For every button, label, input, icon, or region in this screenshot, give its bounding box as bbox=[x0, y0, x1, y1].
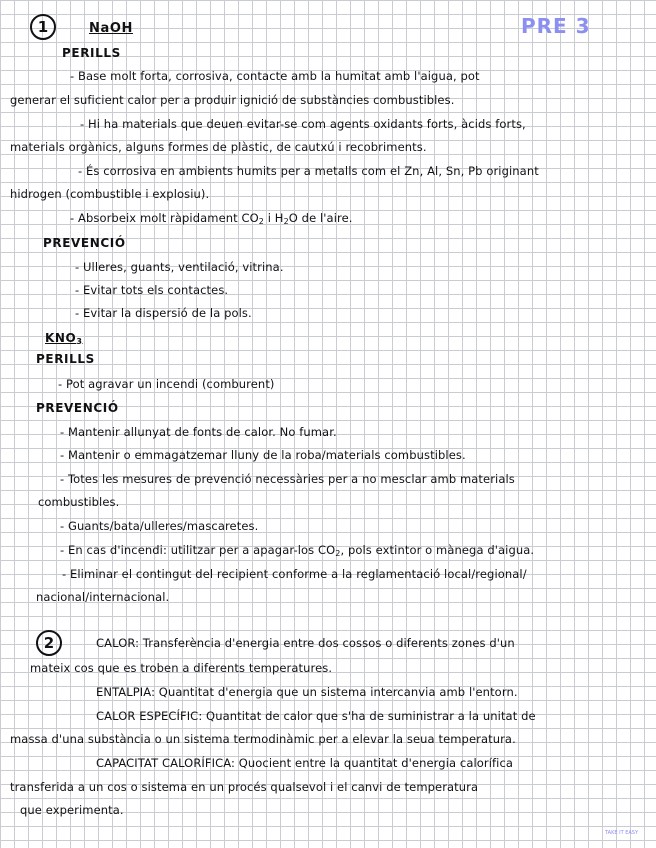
kno3-prevencio-title: PREVENCIÓ bbox=[36, 401, 119, 415]
naoh-perill-line: materials orgànics, alguns formes de plàstic, de cautxú i recobriments. bbox=[10, 140, 427, 154]
definition-capacitat-calorifica: CAPACITAT CALORÍFICA: Quocient entre la quantitat d'energia calorífica bbox=[96, 756, 514, 770]
section-1-number: 1 bbox=[30, 14, 56, 40]
kno3-eliminar-line: - Eliminar el contingut del recipient conforme a la reglamentació local/regional/ bbox=[62, 567, 527, 581]
definition-capacitat-calorifica-end: que experimenta. bbox=[20, 803, 124, 817]
definition-calor-especific: CALOR ESPECÍFIC: Quantitat de calor que s'ha de suministrar a la unitat de bbox=[96, 709, 536, 723]
kno3-prevencio-line: combustibles. bbox=[38, 495, 120, 509]
naoh-perill-line: - Base molt forta, corrosiva, contacte amb la humitat amb l'aigua, pot bbox=[70, 69, 480, 83]
naoh-perills-title: PERILLS bbox=[62, 46, 121, 60]
kno3-perill-line: - Pot agravar un incendi (comburent) bbox=[58, 377, 275, 391]
kno3-prevencio-line: - Mantenir o emmagatzemar lluny de la roba/materials combustibles. bbox=[60, 448, 466, 462]
definition-calor-especific-cont: massa d'una substància o un sistema termodinàmic per a elevar la seua temperatura. bbox=[10, 732, 516, 746]
page-tag: PRE 3 bbox=[521, 14, 591, 38]
substance-kno3-title: $KNO_3$ bbox=[45, 331, 83, 346]
naoh-absorb-line: - Absorbeix molt ràpidament $CO_2$ i $H_2O$ de l'aire. bbox=[70, 211, 353, 226]
naoh-prevencio-line: - Evitar tots els contactes. bbox=[75, 283, 229, 297]
section-2-number: 2 bbox=[36, 630, 62, 656]
definition-entalpia: ENTALPIA: Quantitat d'energia que un sistema intercanvia amb l'entorn. bbox=[96, 685, 518, 699]
kno3-prevencio-line: - Guants/bata/ulleres/mascaretes. bbox=[60, 519, 259, 533]
substance-naoh-title: NaOH bbox=[89, 21, 133, 36]
definition-calor: CALOR: Transferència d'energia entre dos cossos o diferents zones d'un bbox=[96, 636, 515, 650]
kno3-prevencio-line: - Mantenir allunyat de fonts de calor. No fumar. bbox=[60, 425, 337, 439]
naoh-prevencio-line: - Ulleres, guants, ventilació, vitrina. bbox=[75, 260, 284, 274]
definition-capacitat-calorifica-cont: transferida a un cos o sistema en un procés qualsevol i el canvi de temperatura bbox=[10, 780, 479, 794]
naoh-prevencio-line: - Evitar la dispersió de la pols. bbox=[75, 306, 252, 320]
naoh-perill-line: hidrogen (combustible i explosiu). bbox=[10, 187, 210, 201]
naoh-prevencio-title: PREVENCIÓ bbox=[43, 236, 126, 250]
watermark: TAKE IT EASY bbox=[605, 830, 639, 836]
kno3-perills-title: PERILLS bbox=[36, 352, 95, 366]
naoh-perill-line: generar el suficient calor per a produir ignició de substàncies combustibles. bbox=[10, 93, 455, 107]
kno3-prevencio-line: - Totes les mesures de prevenció necessàries per a no mesclar amb materials bbox=[60, 472, 515, 486]
kno3-eliminar-line: nacional/internacional. bbox=[36, 590, 170, 604]
naoh-perill-line: - Hi ha materials que deuen evitar-se com agents oxidants forts, àcids forts, bbox=[80, 117, 526, 131]
naoh-perill-line: - És corrosiva en ambients humits per a metalls com el Zn, Al, Sn, Pb originant bbox=[78, 164, 539, 178]
kno3-fire-line: - En cas d'incendi: utilitzar per a apagar-los $CO_2$, pols extintor o mànega d'aigua. bbox=[60, 543, 535, 558]
definition-calor-cont: mateix cos que es troben a diferents temperatures. bbox=[30, 661, 333, 675]
